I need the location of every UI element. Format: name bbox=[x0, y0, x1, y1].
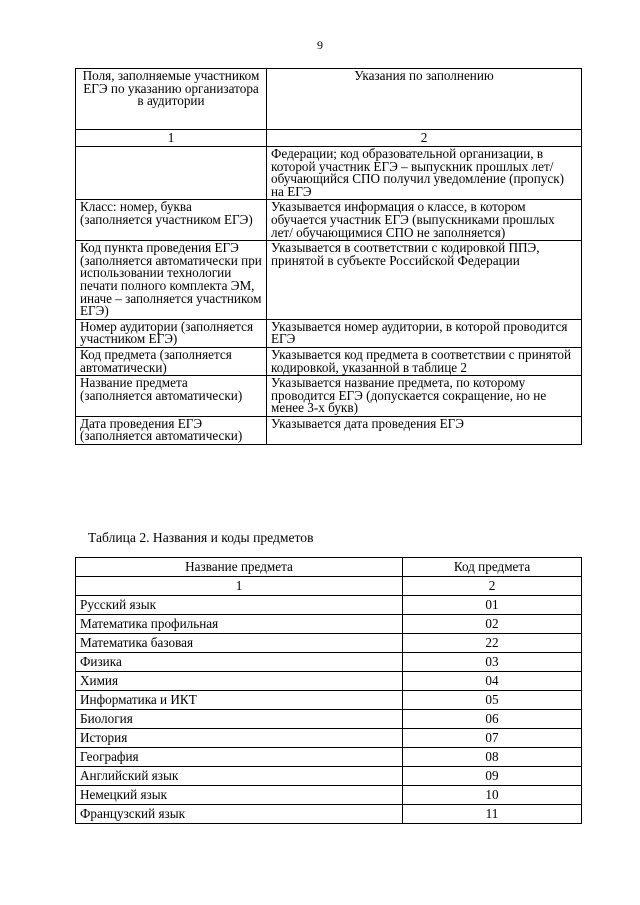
subject-name: Физика bbox=[76, 653, 403, 672]
subject-name: Русский язык bbox=[76, 596, 403, 615]
table-row bbox=[76, 729, 582, 748]
subject-name: Математика базовая bbox=[76, 634, 403, 653]
subject-codes-table bbox=[75, 557, 582, 824]
subject-code: 04 bbox=[403, 672, 582, 691]
column-header-subject-code: Код предмета bbox=[403, 558, 582, 577]
instruction-cell: Указывается название предмета, по которому проводится ЕГЭ (допускается сокращение, но не менее 3-х букв) bbox=[267, 376, 582, 417]
field-cell bbox=[76, 147, 267, 200]
fields-instructions-table bbox=[75, 68, 582, 445]
column-number-row bbox=[76, 577, 582, 596]
subject-code: 22 bbox=[403, 634, 582, 653]
table-row bbox=[76, 200, 582, 241]
column-number-row bbox=[76, 130, 582, 147]
subject-code: 08 bbox=[403, 748, 582, 767]
field-cell: Код пункта проведения ЕГЭ (заполняется автоматически при использовании технологии печати полного комплекта ЭМ, иначе – заполняется участником ЕГЭ) bbox=[76, 241, 267, 320]
subject-code: 03 bbox=[403, 653, 582, 672]
instruction-cell: Указывается дата проведения ЕГЭ bbox=[267, 416, 582, 444]
subject-name: Немецкий язык bbox=[76, 786, 403, 805]
field-cell: Дата проведения ЕГЭ (заполняется автоматически) bbox=[76, 416, 267, 444]
subject-name: Английский язык bbox=[76, 767, 403, 786]
table-row bbox=[76, 319, 582, 347]
table-row bbox=[76, 347, 582, 375]
page-number: 9 bbox=[317, 38, 323, 52]
instruction-cell: Указывается номер аудитории, в которой проводится ЕГЭ bbox=[267, 319, 582, 347]
table-row bbox=[76, 653, 582, 672]
table-row bbox=[76, 416, 582, 444]
table-row bbox=[76, 241, 582, 320]
table-row bbox=[76, 672, 582, 691]
field-cell: Номер аудитории (заполняется участником ЕГЭ) bbox=[76, 319, 267, 347]
subject-name: География bbox=[76, 748, 403, 767]
column-header-instructions: Указания по заполнению bbox=[267, 69, 582, 130]
table-row bbox=[76, 596, 582, 615]
subject-code: 05 bbox=[403, 691, 582, 710]
table-header-row bbox=[76, 558, 582, 577]
instruction-cell: Указывается информация о классе, в котором обучается участник ЕГЭ (выпускниками прошлых лет/ обучающимися СПО не заполняется) bbox=[267, 200, 582, 241]
subject-name: Информатика и ИКТ bbox=[76, 691, 403, 710]
subject-name: Химия bbox=[76, 672, 403, 691]
table-row bbox=[76, 748, 582, 767]
table-row bbox=[76, 615, 582, 634]
table-row bbox=[76, 691, 582, 710]
subject-name: Французский язык bbox=[76, 805, 403, 824]
field-cell: Класс: номер, буква (заполняется участником ЕГЭ) bbox=[76, 200, 267, 241]
table-row bbox=[76, 805, 582, 824]
column-number: 1 bbox=[76, 577, 403, 596]
instruction-cell: Федерации; код образовательной организации, в которой участник ЕГЭ – выпускник прошлых лет/обучающийся СПО получил уведомление (пропуск) на ЕГЭ bbox=[267, 147, 582, 200]
table-row bbox=[76, 786, 582, 805]
column-header-subject-name: Название предмета bbox=[76, 558, 403, 577]
column-number: 2 bbox=[267, 130, 582, 147]
table-row bbox=[76, 634, 582, 653]
subject-code: 01 bbox=[403, 596, 582, 615]
subject-code: 11 bbox=[403, 805, 582, 824]
table-row bbox=[76, 147, 582, 200]
subject-name: Биология bbox=[76, 710, 403, 729]
table-row bbox=[76, 767, 582, 786]
subject-code: 02 bbox=[403, 615, 582, 634]
field-cell: Код предмета (заполняется автоматически) bbox=[76, 347, 267, 375]
table-caption: Таблица 2. Названия и коды предметов bbox=[88, 530, 314, 545]
column-number: 1 bbox=[76, 130, 267, 147]
subject-name: Математика профильная bbox=[76, 615, 403, 634]
subject-code: 09 bbox=[403, 767, 582, 786]
column-header-fields: Поля, заполняемые участником ЕГЭ по указанию организатора в аудитории bbox=[76, 69, 267, 130]
subject-code: 06 bbox=[403, 710, 582, 729]
instruction-cell: Указывается код предмета в соответствии с принятой кодировкой, указанной в таблице 2 bbox=[267, 347, 582, 375]
column-number: 2 bbox=[403, 577, 582, 596]
subject-name: История bbox=[76, 729, 403, 748]
table-row bbox=[76, 376, 582, 417]
field-cell: Название предмета (заполняется автоматически) bbox=[76, 376, 267, 417]
subject-code: 10 bbox=[403, 786, 582, 805]
subject-code: 07 bbox=[403, 729, 582, 748]
instruction-cell: Указывается в соответствии с кодировкой ППЭ, принятой в субъекте Российской Федерации bbox=[267, 241, 582, 320]
table-row bbox=[76, 710, 582, 729]
table-header-row bbox=[76, 69, 582, 130]
